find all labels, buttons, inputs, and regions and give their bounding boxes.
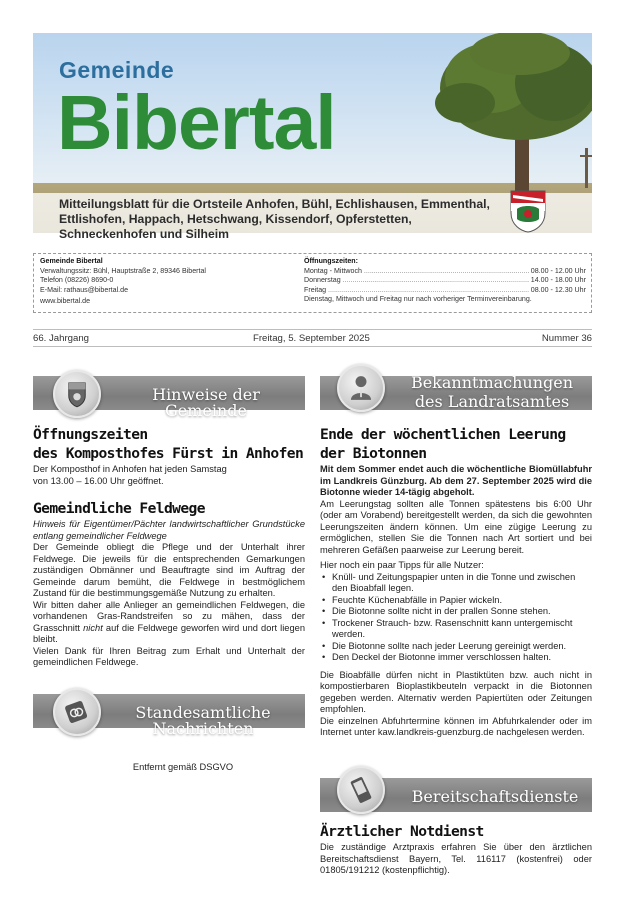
hours-row: [304, 286, 586, 296]
official-person-icon: [337, 364, 385, 412]
section-title: Bereitschaftsdienste: [411, 787, 579, 806]
article-title: Gemeindliche Feldwege: [33, 500, 205, 517]
tips-intro: Hier noch ein paar Tipps für alle Nutzer:: [320, 560, 484, 570]
section-title-line: des Landratsamtes: [414, 392, 570, 411]
article-text: Wir bitten daher alle Anlieger an gemeindlichen Feldwegen, die vorhandenen Gras-Randstreifen so zu mähen, dass der Grasschnitt nicht auf die Feldwege geworfen wird und dort liegen bleibt.: [33, 599, 305, 644]
article-text: Die einzelnen Abfuhrtermine können im Abfuhrkalender oder im Internet unter kaw.landkreis-guenzburg.de nachgelesen werden.: [320, 715, 592, 737]
phone: Telefon (08226) 8690-0: [40, 276, 114, 285]
list-item: • Feuchte Küchenabfälle in Papier wickeln.: [320, 595, 592, 607]
hours-day: Freitag .....: [304, 286, 529, 296]
article-title-line: der Biotonnen: [320, 445, 427, 462]
title-small: Gemeinde: [59, 57, 175, 83]
article-lead: Mit dem Sommer endet auch die wöchentliche Biomüllabfuhr im Landkreis Günzburg. Ab dem 27. September 2025 wird die Biotonne wieder 14-tägig abgeholt.: [320, 464, 592, 497]
wedding-rings-icon: [53, 688, 101, 736]
title-big: Bibertal: [57, 80, 336, 166]
municipal-crest-icon: [53, 370, 101, 418]
hours-row: [304, 276, 586, 286]
hours-time: 08.00 - 12.00 Uhr: [530, 266, 586, 275]
list-item: • Knüll- und Zeitungspapier unten in die Tonne und zwischen den Bioabfall legen.: [320, 572, 592, 595]
article-title-line: des Komposthofes Fürst in Anhofen: [33, 445, 304, 462]
hours-note: Dienstag, Mittwoch und Freitag nur nach vorheriger Terminvereinbarung.: [304, 295, 532, 304]
article-text: Die Bioabfälle dürfen nicht in Plastiktüten bzw. auch nicht in kompostierbaren Bioplastikbeuteln verpackt in die Biotonnen gegeben werden. Alternativ werden Papiertüten oder Zeitungen empfohlen.: [320, 669, 592, 714]
list-item: • Die Biotonne sollte nicht in der prallen Sonne stehen.: [320, 606, 592, 618]
dsgvo-note: Entfernt gemäß DSGVO: [132, 762, 234, 772]
section-banner-bereitschaft: [320, 772, 592, 814]
list-item: • Die Biotonne sollte nach jeder Leerung gereinigt werden.: [320, 641, 592, 653]
article-text: Vielen Dank für Ihren Beitrag zum Erhalt und Unterhalt der gemeindlichen Feldwege.: [33, 645, 305, 667]
article-text: Der Komposthof in Anhofen hat jeden Samstag: [33, 464, 227, 474]
article-text: Die zuständige Arztpraxis erfahren Sie über den ärztlichen Bereitschaftsdienst Bayern, Tel. 116117 (kostenfrei) oder 01805/191212 (kostenpflichtig).: [320, 842, 592, 875]
issue-line: [33, 329, 592, 347]
section-banner-landratsamt: [320, 370, 592, 412]
list-item: • Den Deckel der Biotonne immer verschlossen halten.: [320, 652, 592, 664]
issue-number: Nummer 36: [541, 333, 592, 344]
header-subtitle: Mitteilungsblatt für die Ortsteile Anhofen, Bühl, Echlishausen, Emmenthal, Ettlishofen, Happach, Hetschwang, Kissendorf, Opferstetten, Schneckenhofen und Silheim: [33, 193, 592, 243]
article-text: Der Gemeinde obliegt die Pflege und der Unterhalt ihrer Feldwege. Die jeweils für die entsprechenden Gemarkungen zuständigen Obmänner und Beauftragte sind im Auftrag der Gemeinde darum bemüht, die Feldwege in bestmöglichem Zustand für die bestimmungsgemäße Nutzung zu erhalten.: [33, 542, 305, 598]
coat-of-arms-icon: [509, 189, 547, 233]
article-intro: Hinweis für Eigentümer/Pächter landwirtschaftlicher Grundstücke entlang gemeindlicher Feldwege: [33, 519, 305, 541]
section-title: Standesamtliche Nachrichten: [135, 703, 271, 738]
article-title: Ärztlicher Notdienst: [320, 823, 484, 840]
section-banner-standesamt: [33, 688, 305, 738]
hours-day: Donnerstag .....: [304, 276, 529, 286]
list-item: • Trockener Strauch- bzw. Rasenschnitt kann untergemischt werden.: [320, 618, 592, 641]
contact-column: [40, 257, 290, 307]
article-title-line: Öffnungszeiten: [33, 426, 148, 443]
municipality-name: Gemeinde Bibertal: [40, 257, 103, 265]
article-feldwege: [33, 499, 305, 669]
website-link[interactable]: www.bibertal.de: [40, 297, 91, 306]
article-text: Am Leerungstag sollten alle Tonnen spätestens bis 6:00 Uhr (oder am Vorabend) bereitgestellt werden, da sich die gewohnten Leerungszeiten ändern können. Um eine zügige Leerung zu ermöglichen, stellen Sie die Tonnen nach Art sortiert und bei mehreren Gefäßen paarweise zur Leerung bereit.: [320, 498, 592, 555]
hours-row: [304, 267, 586, 277]
contact-info-box: [33, 253, 592, 313]
email: E-Mail: rathaus@bibertal.de: [40, 285, 129, 294]
section-title-line: Bekanntmachungen: [410, 373, 574, 392]
article-komposthof: [33, 425, 305, 487]
article-biotonnen: [320, 425, 592, 739]
article-title-line: Ende der wöchentlichen Leerung: [320, 426, 566, 443]
article-notdienst: [320, 822, 592, 877]
address: Verwaltungssitz: Bühl, Hauptstraße 2, 89346 Bibertal: [40, 266, 207, 275]
hours-time: 14.00 - 18.00 Uhr: [530, 276, 586, 285]
tips-list: [320, 572, 592, 664]
hours-time: 08.00 - 12.30 Uhr: [530, 285, 586, 294]
article-text: von 13.00 – 16.00 Uhr geöffnet.: [33, 475, 164, 486]
section-title: Hinweise der Gemeinde: [152, 385, 260, 420]
issue-date: Freitag, 5. September 2025: [253, 333, 370, 344]
hours-day: Montag - Mittwoch .....: [304, 267, 529, 277]
section-banner-hinweise: [33, 370, 305, 420]
issue-year: 66. Jahrgang: [33, 333, 90, 344]
phone-icon: [337, 766, 385, 814]
opening-hours-column: [304, 257, 586, 305]
opening-hours-title: Öffnungszeiten:: [304, 257, 358, 265]
